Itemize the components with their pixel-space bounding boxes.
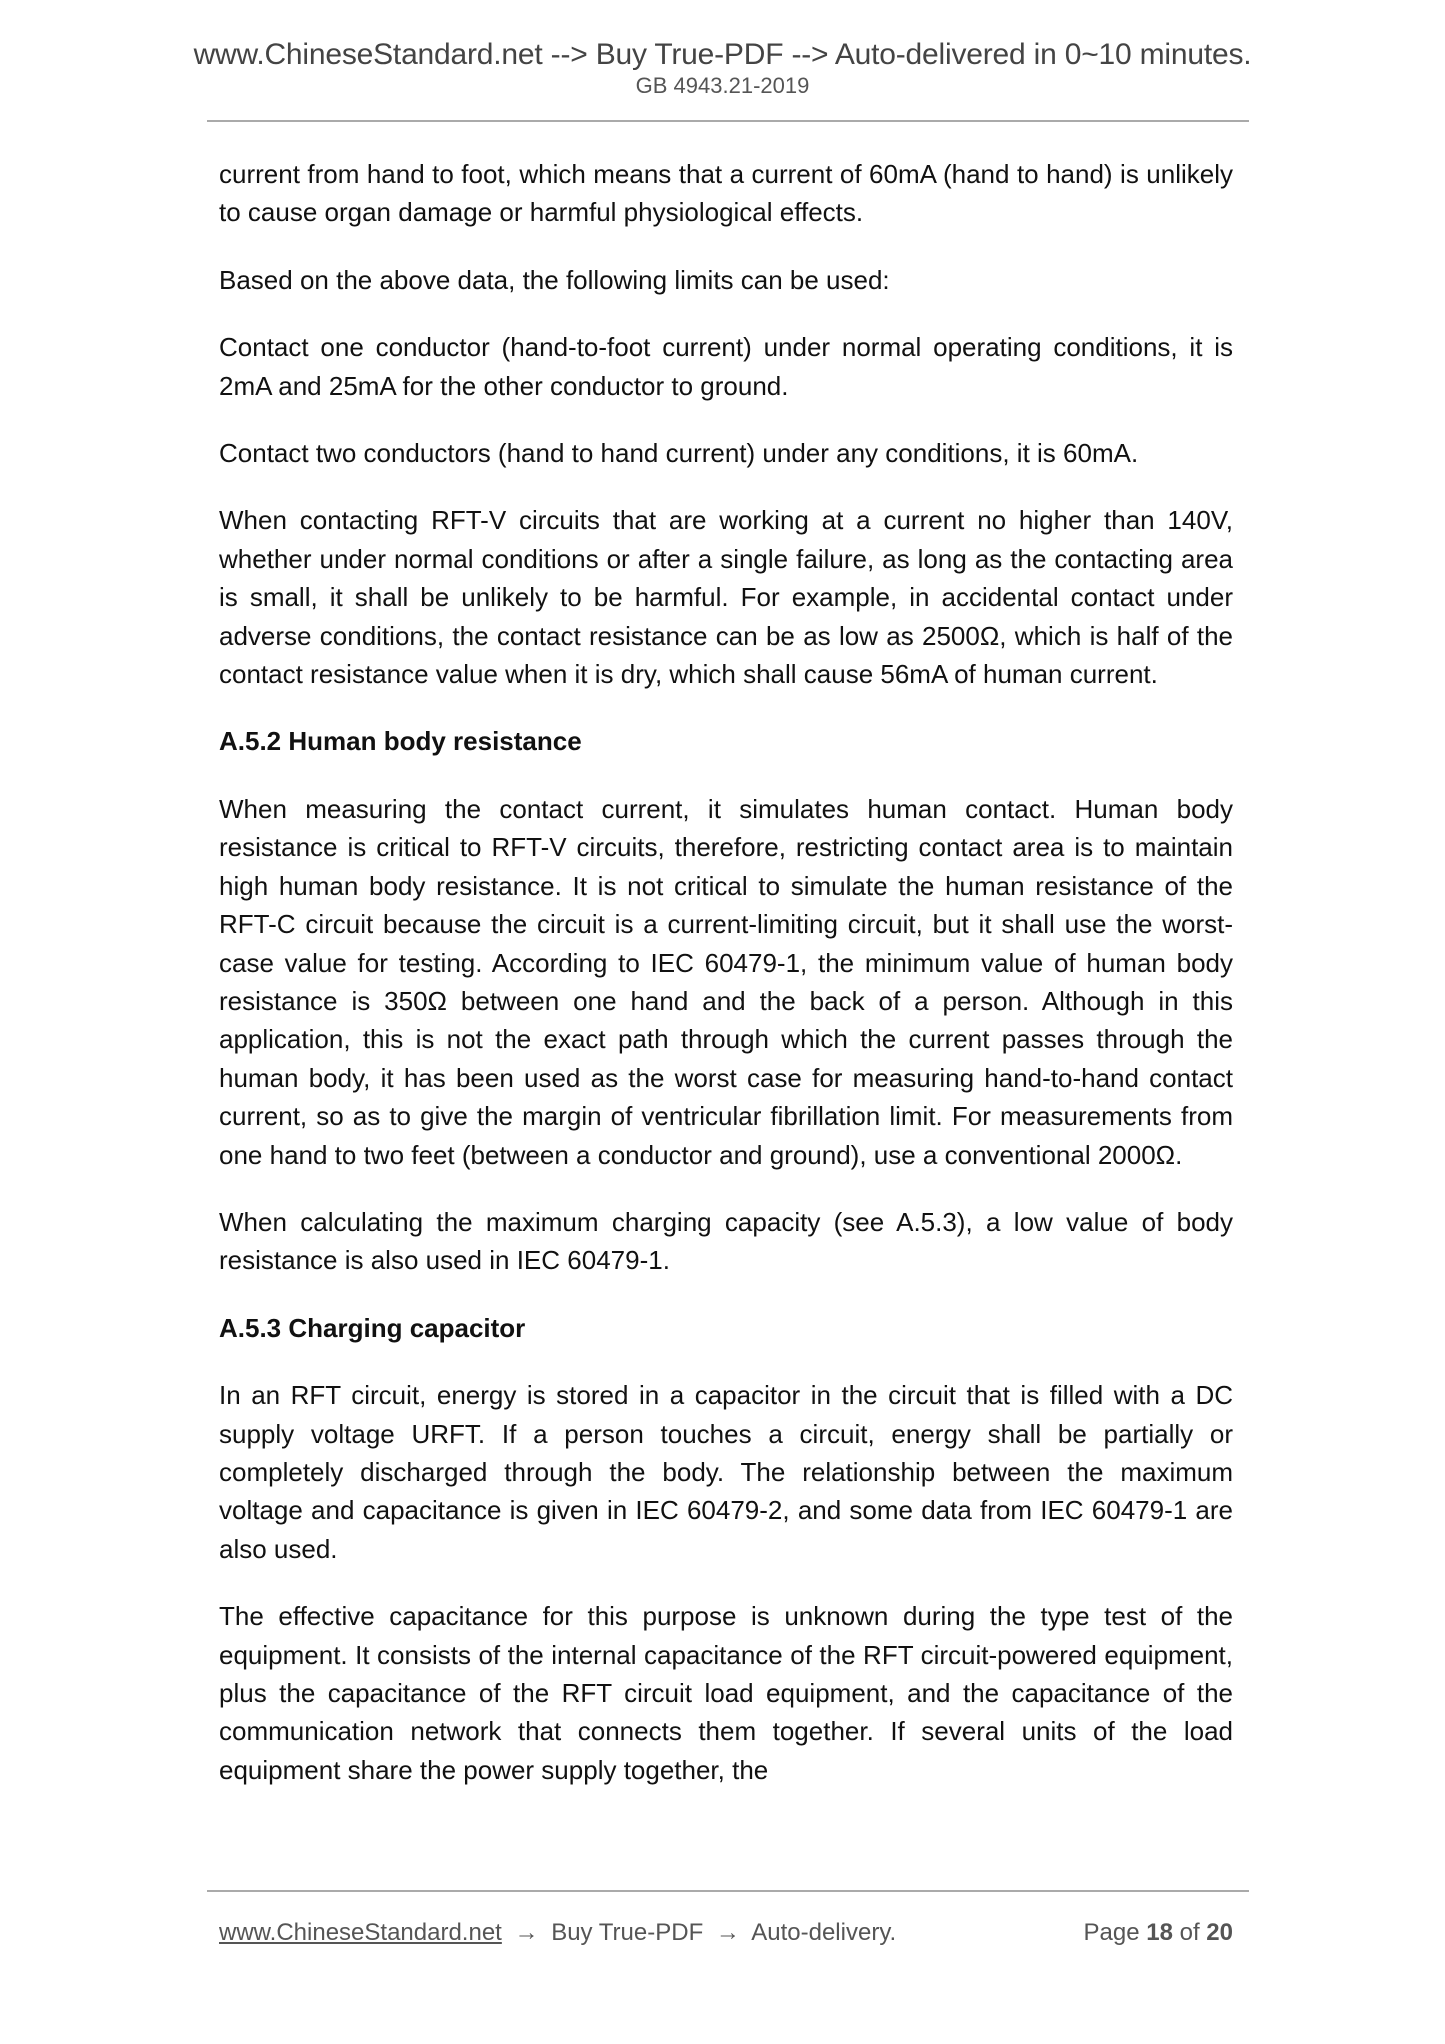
paragraph: Based on the above data, the following limits can be used:: [219, 264, 890, 295]
paragraph: current from hand to foot, which means that a current of 60mA (hand to hand) is unlikely to cause organ damage or harmful physiological effects.: [219, 159, 1233, 228]
page-footer: [219, 1918, 1233, 1948]
header-divider: [207, 120, 1249, 122]
page-number: [1084, 1918, 1234, 1948]
paragraph: When measuring the contact current, it simulates human contact. Human body resistance is critical to RFT-V circuits, therefore, restricting contact area is to maintain high human body resistance. It is not critical to simulate the human resistance of the RFT-C circuit because the circuit is a current-limiting circuit, but it shall use the worst-case value for testing. According to IEC 60479-1, the minimum value of human body resistance is 350Ω between one hand and the back of a person. Although in this application, this is not the exact path through which the current passes through the human body, it has been used as the worst case for measuring hand-to-hand contact current, so as to give the margin of ventricular fibrillation limit. For measurements from one hand to two feet (between a conductor and ground), use a conventional 2000Ω.: [219, 793, 1233, 1170]
website-link[interactable]: www.ChineseStandard.net: [219, 1919, 502, 1946]
paragraph: Contact two conductors (hand to hand current) under any conditions, it is 60mA.: [219, 438, 1139, 469]
arrow-right-icon: →: [715, 1919, 740, 1946]
paragraph: In an RFT circuit, energy is stored in a capacitor in the circuit that is filled with a DC supply voltage URFT. If a person touches a circuit, energy shall be partially or completely discharged through the body. The relationship between the maximum voltage and capacitance is given in IEC 60479-2, and some data from IEC 60479-1 are also used.: [219, 1380, 1233, 1564]
buy-text: Buy True-PDF: [551, 1919, 704, 1946]
footer-promo: [219, 1918, 896, 1948]
paragraph: When contacting RFT-V circuits that are working at a current no higher than 140V, whether under normal conditions or after a single failure, as long as the contacting area is small, it shall be unlikely to be harmful. For example, in accidental contact under adverse conditions, the contact resistance can be as low as 2500Ω, which is half of the contact resistance value when it is dry, which shall cause 56mA of human current.: [219, 505, 1233, 690]
promo-banner: www.ChineseStandard.net --> Buy True-PDF --> Auto-delivered in 0~10 minutes.: [193, 38, 1252, 71]
footer-divider: [207, 1890, 1249, 1892]
current-page: 18: [1146, 1919, 1173, 1946]
document-body: [219, 155, 1233, 1818]
paragraph: Contact one conductor (hand-to-foot current) under normal operating conditions, it is 2mA and 25mA for the other conductor to ground.: [219, 332, 1233, 401]
section-heading-a52: A.5.2 Human body resistance: [219, 726, 582, 757]
delivery-text: Auto-delivery.: [751, 1919, 897, 1946]
standard-code: GB 4943.21-2019: [635, 73, 810, 98]
total-pages: 20: [1206, 1919, 1233, 1946]
paragraph: When calculating the maximum charging capacity (see A.5.3), a low value of body resistance is also used in IEC 60479-1.: [219, 1206, 1233, 1276]
paragraph: The effective capacitance for this purpose is unknown during the type test of the equipment. It consists of the internal capacitance of the RFT circuit-powered equipment, plus the capacitance of the RFT circuit load equipment, and the capacitance of the communication network that connects them together. If several units of the load equipment share the power supply together, the: [219, 1601, 1233, 1785]
of-label: of: [1179, 1919, 1200, 1946]
arrow-right-icon: →: [514, 1919, 539, 1946]
page-label: Page: [1083, 1919, 1140, 1946]
section-heading-a53: A.5.3 Charging capacitor: [219, 1312, 526, 1343]
